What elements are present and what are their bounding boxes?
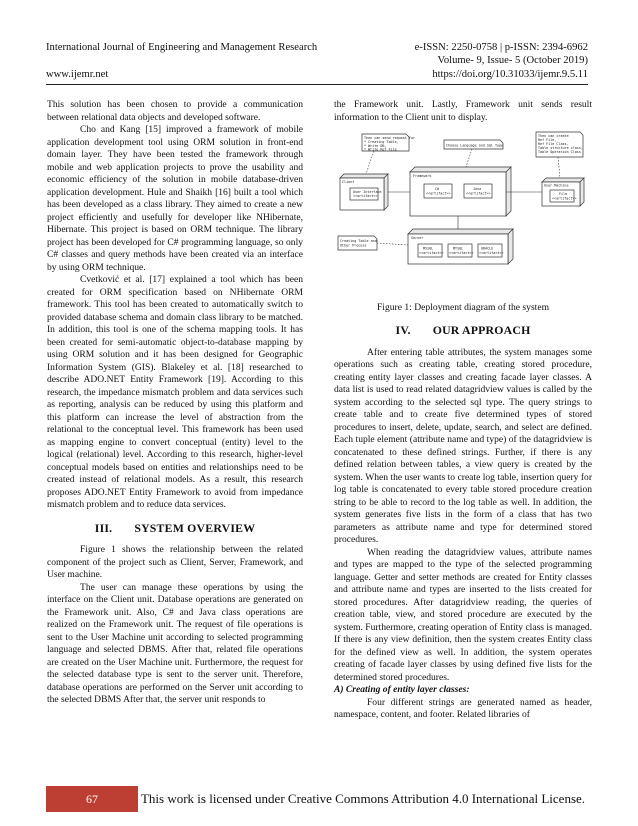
server-node	[408, 229, 513, 264]
artifact-name: Java	[473, 187, 482, 191]
paragraph: After entering table attributes, the system manages some operations such as creating table, creating stored procedure, creating entity layer classes and creating facade layer classes. A data list is used to read related datagridview values is called by the system according to the selected sql type. The query strings to create table and to create five determined types of stored procedures to insert, delete, update, search, and select are defined. Each tuple element (attribute name and type) of the datagridview is concatenated to these defined strings. Further, if there is any defined relation between tables, a view query is created by the system. When the user wants to create log table, insertion query for log table is concatenated to every table stored procedure creation string to be able to record to the log table as well. In addition, the system generates five lists in the form of a class that has two parameters as attribute name and type for determined stored procedures.	[334, 346, 592, 545]
paragraph: Four different strings are generated named as header, namespace, content, and footer. Related libraries of	[334, 696, 592, 720]
right-column-body	[334, 322, 592, 722]
paragraph: Cho and Kang [15] improved a framework of mobile application development tool using ORM solution in front-end domain layer. They have been tested the framework through mobile and web application projects to prove the usability and economic efficiency of the solution in mobile database-driven application development. Hule and Shaikh [16] built a tool which has been developed as a class library. They aimed to create a new project efficiently and usefully for developer like NHibernate, Hibernate. This project is based on ORM technique. The library project has been developed for C# programming language, so only C# classes and query methods have been created via an interface by using ORM technique.	[47, 124, 303, 273]
note-text: Then can create	[538, 134, 569, 138]
artifact-name: File	[559, 192, 568, 196]
node-label: Framework	[413, 174, 432, 178]
framework-node	[410, 167, 511, 216]
note-text: Ref File Class,	[538, 142, 569, 146]
artifact-stereotype: <<artifact>>	[353, 194, 378, 198]
left-column	[47, 99, 303, 707]
artifact-name: C#	[435, 187, 440, 191]
note-text: Creating Table and	[340, 239, 377, 243]
running-header	[46, 41, 588, 54]
paragraph: This solution has been chosen to provide a communication between relational data objects and developed software.	[47, 99, 303, 123]
license-notice: This work is licensed under Creative Commons Attribution 4.0 International License.	[138, 786, 588, 812]
running-header-line3	[46, 68, 588, 81]
section-number: IV.	[395, 323, 411, 337]
node-label: Client	[342, 180, 355, 184]
paragraph: The user can manage these operations by using the interface on the Client unit. Database operations are generated on the Framework unit. Also, C# and Java class operations are realized on the Framework unit. The request of file operations is sent to the User Machine unit according to selected programming language and selected DBMS. After that, related file operations are created on the User Machine unit. Furthermore, the request for the selected database type is sent to the server unit. Therefore, database operations are performed on the Server unit according to the selected DBMS After that, the server unit responds to	[47, 581, 303, 705]
journal-website[interactable]: www.ijemr.net	[46, 69, 109, 80]
note-text: * Write DB,	[364, 144, 387, 148]
artifact-name: ORACLE	[481, 246, 494, 251]
artifact-name: User Interface	[353, 190, 382, 194]
node-label: User Machine	[544, 183, 569, 188]
volume-issue: Volume- 9, Issue- 5 (October 2019)	[437, 55, 588, 66]
note-text: Then can send request for	[364, 136, 416, 140]
footer-bar	[46, 786, 588, 812]
artifact-name: MSSQL	[423, 246, 434, 251]
artifact-stereotype: <<artifact>>	[466, 191, 491, 196]
artifact-stereotype: <<artifact>>	[426, 191, 451, 196]
doi-link[interactable]: https://doi.org/10.31033/ijemr.9.5.11	[432, 69, 588, 80]
user-machine-node	[542, 178, 584, 206]
section-title: OUR APPROACH	[432, 323, 531, 337]
figure-caption: Figure 1: Deployment diagram of the system	[376, 302, 550, 313]
artifact-stereotype: <<artifact>>	[552, 196, 577, 201]
note-text: Ref File,	[538, 138, 557, 142]
note-text: Table structure class,	[538, 146, 583, 150]
subsection-heading: A) Creating of entity layer classes:	[334, 684, 470, 695]
node-label: Server	[411, 236, 424, 240]
section-heading	[47, 522, 303, 535]
artifact-name: MYSQL	[453, 246, 464, 251]
client-node	[340, 174, 388, 210]
note-text: Table Operation Class	[538, 150, 581, 154]
paragraph: Figure 1 shows the relationship between the related component of the project such as Client, Server, Framework, and User machine.	[47, 544, 303, 580]
header-rule	[46, 84, 588, 85]
artifact-stereotype: <<artifact>>	[449, 251, 474, 255]
note-text: Other Process	[340, 243, 367, 248]
note-text: * Creating Table,	[364, 140, 399, 144]
page-number: 67	[86, 792, 98, 806]
artifact-stereotype: <<artifact>>	[419, 251, 444, 255]
artifact-stereotype: <<artifact>>	[479, 251, 504, 255]
section-heading	[334, 324, 592, 337]
deployment-diagram	[336, 130, 592, 273]
note-text: Choose Language and Sql Type	[446, 143, 504, 148]
paragraph: the Framework unit. Lastly, Framework unit sends result information to the Client unit to display.	[334, 99, 592, 123]
issn: e-ISSN: 2250-0758 | p-ISSN: 2394-6962	[414, 42, 588, 53]
note-text: * Write Ref File	[364, 147, 397, 152]
right-column-intro	[334, 99, 592, 124]
paragraph: When reading the datagridview values, attribute names and types are mapped to the type of the selected programming language. Getter and setter methods are created for Entity classes and attribute name and types are inserted to the lists created for stored procedures. After datagridview reading, the queries of creation table, view, and stored procedure are executed by the system. Furthermore, creating operation of Entity class is managed. If there is any view definition, then the system creates Entity class for the defined view as well. In addition, the system operates creating of facade layer classes by using defined five lists for the determined stored procedures.	[334, 546, 592, 683]
section-title: SYSTEM OVERVIEW	[134, 520, 256, 535]
paragraph: Cvetković et al. [17] explained a tool which has been created for ORM specification based on NHibernate ORM framework. This tool has been created to automatically switch to provided database schema and domain class library to be matched. In addition, this tool is one of the schema mapping tools. It has been created for semi-automatic object-to-database mapping by using ORM solution and it has been designed for Geographic Information System (GIS). Blakeley et al. [18] researched to describe ADO.NET Entity Framework [19]. According to this research, the impedance mismatch problem and data services such as reporting, analysis can be reduced by using this platform and this platform can increase the level of abstraction from the relational to the conceptual level. This framework has been used as mapping engine to convert conceptual (entity) level to the logical (relational) level. According to this research, higher-level conceptual models based on entities and relationships need to be created instead of relational models. As a result, this research proposes ADO.NET Entity Framework to avoid from impedance mismatch problem and to reduce data services.	[47, 274, 303, 510]
section-number: III.	[94, 520, 113, 535]
journal-name: International Journal of Engineering and Management Research	[46, 42, 318, 53]
